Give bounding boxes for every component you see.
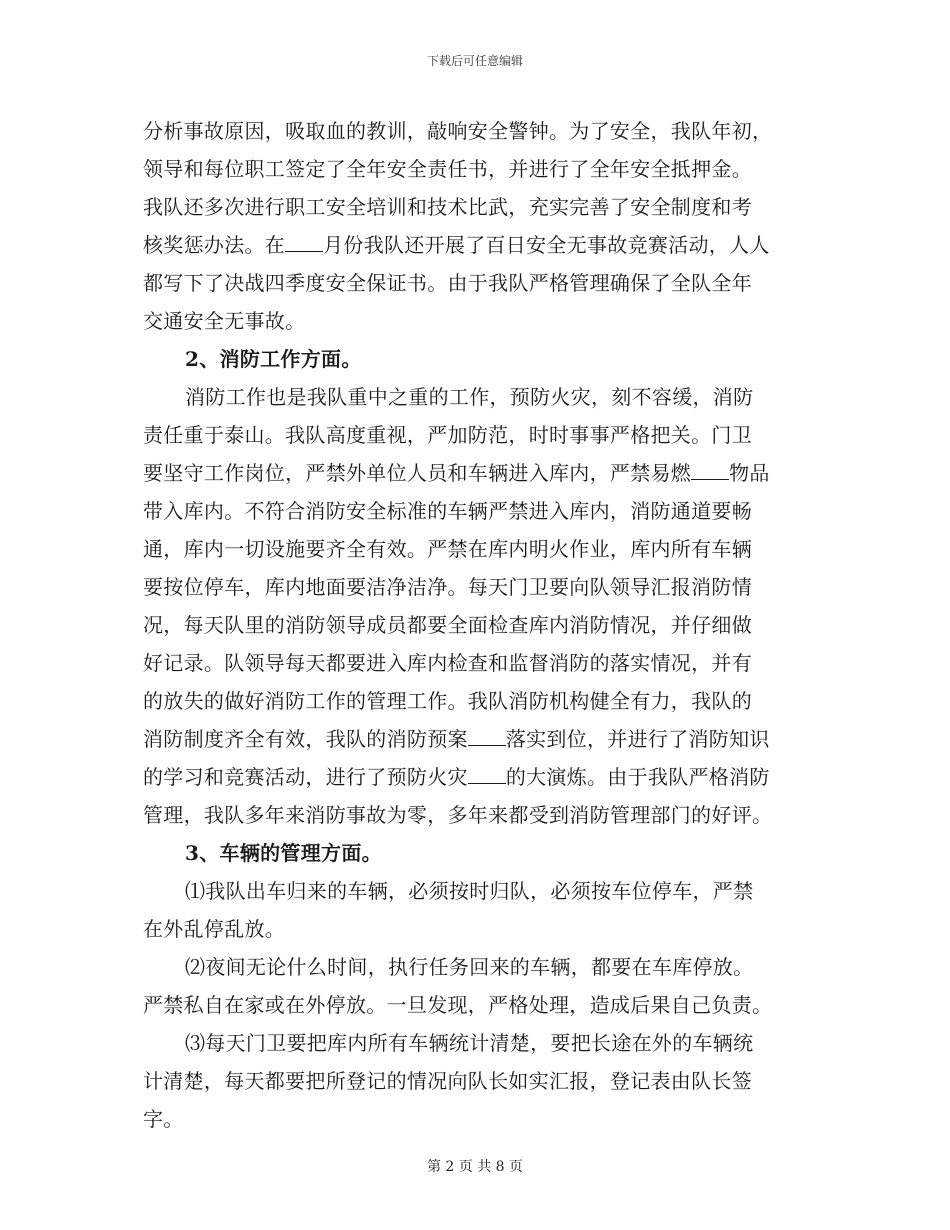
fill-in-blank <box>691 461 729 480</box>
section-heading: 2、消防工作方面。 <box>185 347 362 371</box>
list-item-line: 严禁私自在家或在外停放。一旦发现，严格处理，造成后果自己负责。 <box>143 993 773 1017</box>
list-item-line: 计清楚，每天都要把所登记的情况向队长如实汇报，登记表由队长签 <box>143 1069 752 1093</box>
body-line <box>143 454 807 492</box>
page-header-note: 下载后可任意编辑 <box>426 54 523 68</box>
body-line: 领导和每位职工签定了全年安全责任书，并进行了全年安全抵押金。 <box>143 157 752 181</box>
body-line: 通，库内一切设施要齐全有效。严禁在库内明火作业，库内所有车辆 <box>143 537 752 561</box>
text-segment: 的大演炼。由于我队严格消防 <box>505 765 770 789</box>
body-line <box>143 720 807 758</box>
list-item-line: ⑶每天门卫要把库内所有车辆统计清楚，要把长途在外的车辆统 <box>185 1031 754 1055</box>
fill-in-blank <box>285 233 323 252</box>
body-line: 都写下了决战四季度安全保证书。由于我队严格管理确保了全队全年 <box>143 271 752 295</box>
body-line: 的放失的做好消防工作的管理工作。我队消防机构健全有力，我队的 <box>143 689 752 713</box>
list-item-line: ⑴我队出车归来的车辆，必须按时归队，必须按车位停车，严禁 <box>185 879 754 903</box>
body-line: 我队还多次进行职工安全培训和技术比武，充实完善了安全制度和考 <box>143 195 752 219</box>
page-number: 第 2 页 共 8 页 <box>426 1159 524 1175</box>
section-heading: 3、车辆的管理方面。 <box>185 841 382 865</box>
document-body <box>143 112 807 1138</box>
body-line: 管理，我队多年来消防事故为零，多年来都受到消防管理部门的好评。 <box>143 803 773 827</box>
body-line: 分析事故原因，吸取血的教训，敲响安全警钟。为了安全，我队年初， <box>143 119 773 143</box>
fill-in-blank <box>468 765 506 784</box>
list-item-line: 字。 <box>143 1107 184 1131</box>
list-item-line: ⑵夜间无论什么时间，执行任务回来的车辆，都要在车库停放。 <box>185 955 754 979</box>
text-segment: 物品 <box>729 461 770 485</box>
body-line: 责任重于泰山。我队高度重视，严加防范，时时事事严格把关。门卫 <box>143 423 752 447</box>
text-segment: 的学习和竞赛活动，进行了预防火灾 <box>143 765 468 789</box>
body-line <box>143 758 807 796</box>
list-item-line: 在外乱停乱放。 <box>143 917 286 941</box>
body-line: 要按位停车，库内地面要洁净洁净。每天门卫要向队领导汇报消防情 <box>143 575 752 599</box>
body-line: 况，每天队里的消防领导成员都要全面检查库内消防情况，并仔细做 <box>143 613 752 637</box>
text-segment: 月份我队还开展了百日安全无事故竞赛活动，人人 <box>323 233 770 257</box>
text-segment: 核奖惩办法。在 <box>143 233 286 257</box>
body-line: 带入库内。不符合消防安全标准的车辆严禁进入库内，消防通道要畅 <box>143 499 752 523</box>
text-segment: 消防制度齐全有效，我队的消防预案 <box>143 727 468 751</box>
fill-in-blank <box>468 727 506 746</box>
body-line: 消防工作也是我队重中之重的工作，预防火灾，刻不容缓，消防 <box>185 385 754 409</box>
text-segment: 要坚守工作岗位，严禁外单位人员和车辆进入库内，严禁易燃 <box>143 461 692 485</box>
body-line: 好记录。队领导每天都要进入库内检查和监督消防的落实情况，并有 <box>143 651 752 675</box>
body-line: 交通安全无事故。 <box>143 309 306 333</box>
text-segment: 落实到位，并进行了消防知识 <box>505 727 770 751</box>
body-line <box>143 226 807 264</box>
